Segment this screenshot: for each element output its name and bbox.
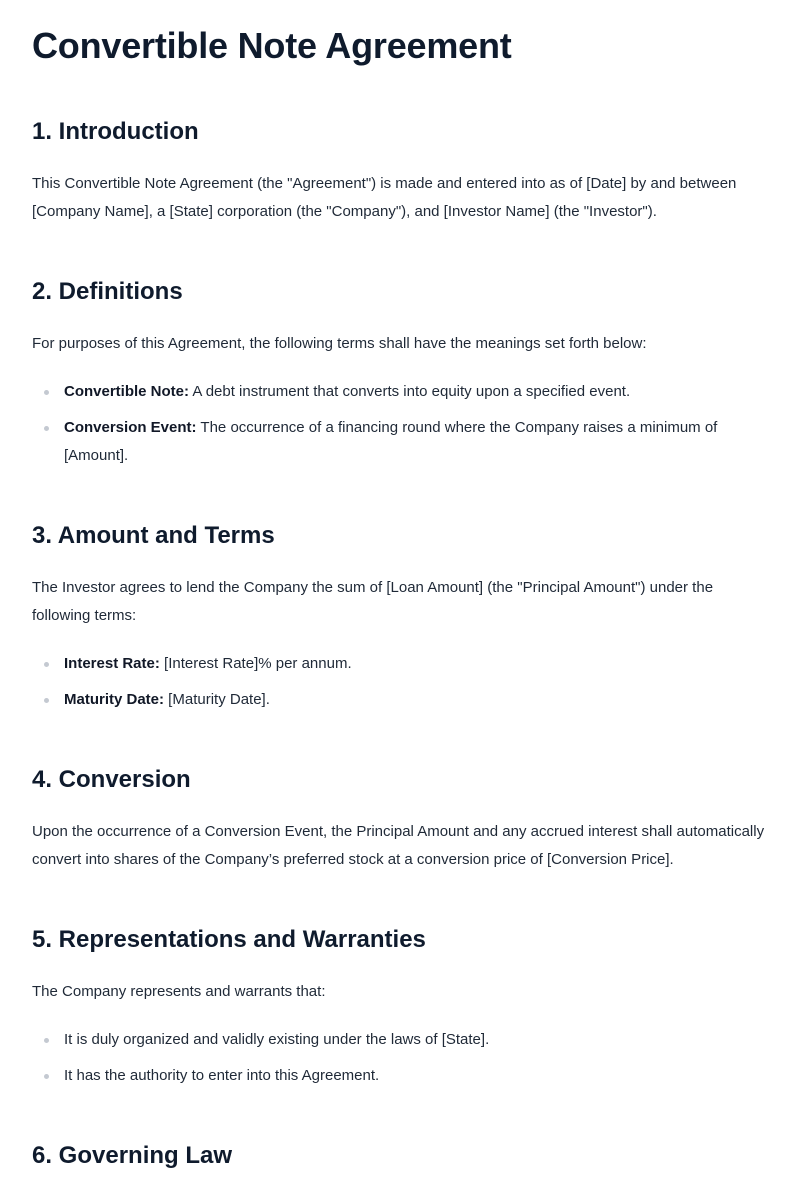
term-definition: [Interest Rate]% per annum. [159, 655, 352, 672]
conversion-paragraph: Upon the occurrence of a Conversion Event, the Principal Amount and any accrued interest shall automatically convert into shares of the Company’s preferred stock at a conversion price of [Conversion Price]. [32, 823, 765, 868]
term-label: Convertible Note: [64, 383, 190, 400]
term-definition: A debt instrument that converts into equity upon a specified event. [189, 383, 631, 400]
section-heading-amount-and-terms: 3. Amount and Terms [32, 522, 275, 549]
document-title: Convertible Note Agreement [32, 25, 512, 66]
terms-list [32, 650, 768, 714]
section-heading-conversion: 4. Conversion [32, 766, 191, 793]
list-item [32, 686, 768, 714]
amount-and-terms-paragraph: The Investor agrees to lend the Company the sum of [Loan Amount] (the "Principal Amount") under the following terms: [32, 579, 714, 624]
section-heading-definitions: 2. Definitions [32, 278, 183, 305]
definitions-list [32, 378, 768, 470]
representations-paragraph: The Company represents and warrants that: [32, 983, 326, 1000]
definitions-paragraph: For purposes of this Agreement, the following terms shall have the meanings set forth below: [32, 335, 647, 352]
section-heading-introduction: 1. Introduction [32, 118, 199, 145]
list-item: It is duly organized and validly existing under the laws of [State]. [32, 1026, 768, 1054]
list-item [32, 650, 768, 678]
term-definition: [Maturity Date]. [164, 691, 270, 708]
list-item: It has the authority to enter into this Agreement. [32, 1062, 768, 1090]
introduction-paragraph: This Convertible Note Agreement (the "Agreement") is made and entered into as of [Date] by and between [Company Name], a [State] corporation (the "Company"), and [Investor Name] (the "Investor"). [32, 175, 737, 220]
term-definition: The occurrence of a financing round where the Company raises a minimum of [Amount]. [64, 419, 718, 464]
representations-list [32, 1026, 768, 1090]
term-label: Interest Rate: [64, 655, 160, 672]
term-label: Conversion Event: [64, 419, 197, 436]
list-item [32, 378, 768, 406]
section-heading-governing-law: 6. Governing Law [32, 1142, 233, 1169]
section-heading-representations-and-warranties: 5. Representations and Warranties [32, 926, 426, 953]
list-item [32, 414, 768, 470]
term-label: Maturity Date: [64, 691, 165, 708]
